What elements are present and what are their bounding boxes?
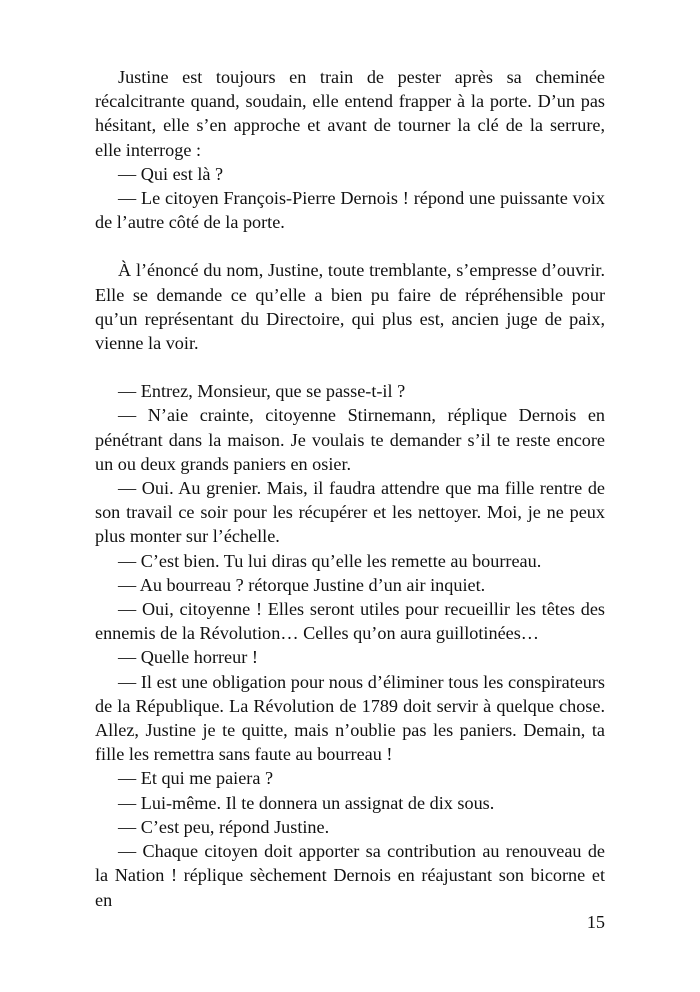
paragraph-6: — N’aie crainte, citoyenne Stirnemann, réplique Dernois en pénétrant dans la maison. Je voulais te demander s’il te reste encore un ou deux grands paniers en osier. [95,405,605,474]
page-number: 15 [586,912,605,932]
paragraph-4: À l’énoncé du nom, Justine, toute tremblante, s’empresse d’ouvrir. Elle se demande ce qu’elle a bien pu faire de répréhensible pour qu’un représentant du Directoire, qui plus est, ancien juge de paix, vienne la voir. [95,260,605,354]
paragraph-12: — Il est une obligation pour nous d’éliminer tous les conspirateurs de la République. La Révolution de 1789 doit servir à quelque chose. Allez, Justine je te quitte, mais n’oublie pas les paniers. Demain, ta fille les remettra sans faute au bourreau ! [95,671,605,765]
paragraph-10: — Oui, citoyenne ! Elles seront utiles pour recueillir les têtes des ennemis de la Révolution… Celles qu’on aura guillotinées… [95,599,605,644]
body-text [95,65,605,912]
paragraph-14: — Lui-même. Il te donnera un assignat de dix sous. [118,792,495,813]
section-break [95,234,605,258]
paragraph-2: — Qui est là ? [118,163,224,184]
paragraph-8: — C’est bien. Tu lui diras qu’elle les remette au bourreau. [118,550,542,571]
paragraph-9: — Au bourreau ? rétorque Justine d’un air inquiet. [118,574,486,595]
paragraph-11: — Quelle horreur ! [118,647,258,668]
paragraph-1: Justine est toujours en train de pester après sa cheminée récalcitrante quand, soudain, elle entend frapper à la porte. D’un pas hésitant, elle s’en approche et avant de tourner la clé de la serrure, elle interroge : [95,67,605,160]
paragraph-3: — Le citoyen François-Pierre Dernois ! répond une puissante voix de l’autre côté de la porte. [95,188,605,233]
paragraph-16: — Chaque citoyen doit apporter sa contribution au renouveau de la Nation ! réplique sèchement Dernois en réajustant son bicorne et en [95,841,605,910]
paragraph-15: — C’est peu, répond Justine. [118,816,330,837]
paragraph-7: — Oui. Au grenier. Mais, il faudra attendre que ma fille rentre de son travail ce soir pour les récupérer et les nettoyer. Moi, je ne peux plus monter sur l’échelle. [95,478,605,547]
paragraph-13: — Et qui me paiera ? [118,768,274,789]
paragraph-5: — Entrez, Monsieur, que se passe-t-il ? [118,381,406,402]
section-break [95,355,605,379]
